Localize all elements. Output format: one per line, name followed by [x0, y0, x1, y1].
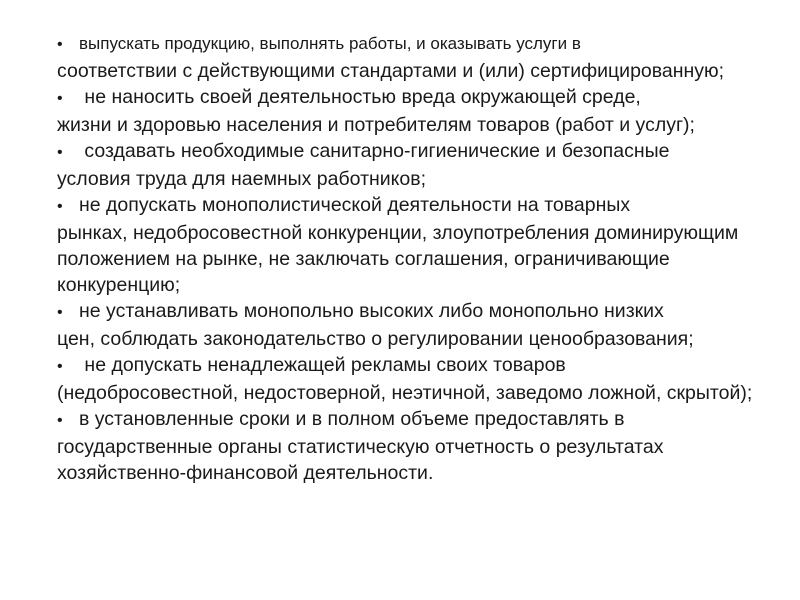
list-item	[57, 30, 757, 84]
list-item-lead: не допускать монополистической деятельности на товарных	[79, 194, 631, 216]
bullet: •	[57, 36, 63, 53]
list-item-lead: создавать необходимые санитарно-гигиенические и безопасные	[84, 140, 670, 162]
list-item	[57, 138, 757, 192]
list-item	[57, 352, 757, 406]
list-item	[57, 84, 757, 138]
list-item-lead: в установленные сроки и в полном объеме предоставлять в	[79, 408, 625, 430]
obligations-list	[57, 30, 757, 486]
list-item	[57, 406, 757, 486]
bullet: •	[57, 412, 63, 429]
list-item-rest: условия труда для наемных работников;	[57, 168, 427, 190]
list-item	[57, 298, 757, 352]
list-item	[57, 192, 757, 298]
bullet: •	[57, 358, 63, 375]
bullet: •	[57, 144, 63, 161]
list-item-rest: цен, соблюдать законодательство о регулировании ценообразования;	[57, 328, 694, 350]
list-item-lead: выпускать продукцию, выполнять работы, и оказывать услуги в	[79, 34, 581, 53]
list-item-rest: (недобросовестной, недостоверной, неэтичной, заведомо ложной, скрытой);	[57, 382, 753, 404]
list-item-rest: рынках, недобросовестной конкуренции, злоупотребления доминирующим положением на рынке, не заключать соглашения, ограничивающие конкуренцию;	[57, 222, 739, 296]
list-item-rest: государственные органы статистическую отчетность о результатах хозяйственно-финансовой деятельности.	[57, 436, 664, 484]
bullet: •	[57, 90, 63, 107]
bullet: •	[57, 304, 63, 321]
list-item-rest: жизни и здоровью населения и потребителям товаров (работ и услуг);	[57, 114, 695, 136]
list-item-lead: не допускать ненадлежащей рекламы своих товаров	[84, 354, 566, 376]
bullet: •	[57, 198, 63, 215]
list-item-lead: не наносить своей деятельностью вреда окружающей среде,	[84, 86, 641, 108]
list-item-lead: не устанавливать монопольно высоких либо монопольно низких	[79, 300, 664, 322]
list-item-rest: соответствии с действующими стандартами и (или) сертифицированную;	[57, 60, 725, 82]
